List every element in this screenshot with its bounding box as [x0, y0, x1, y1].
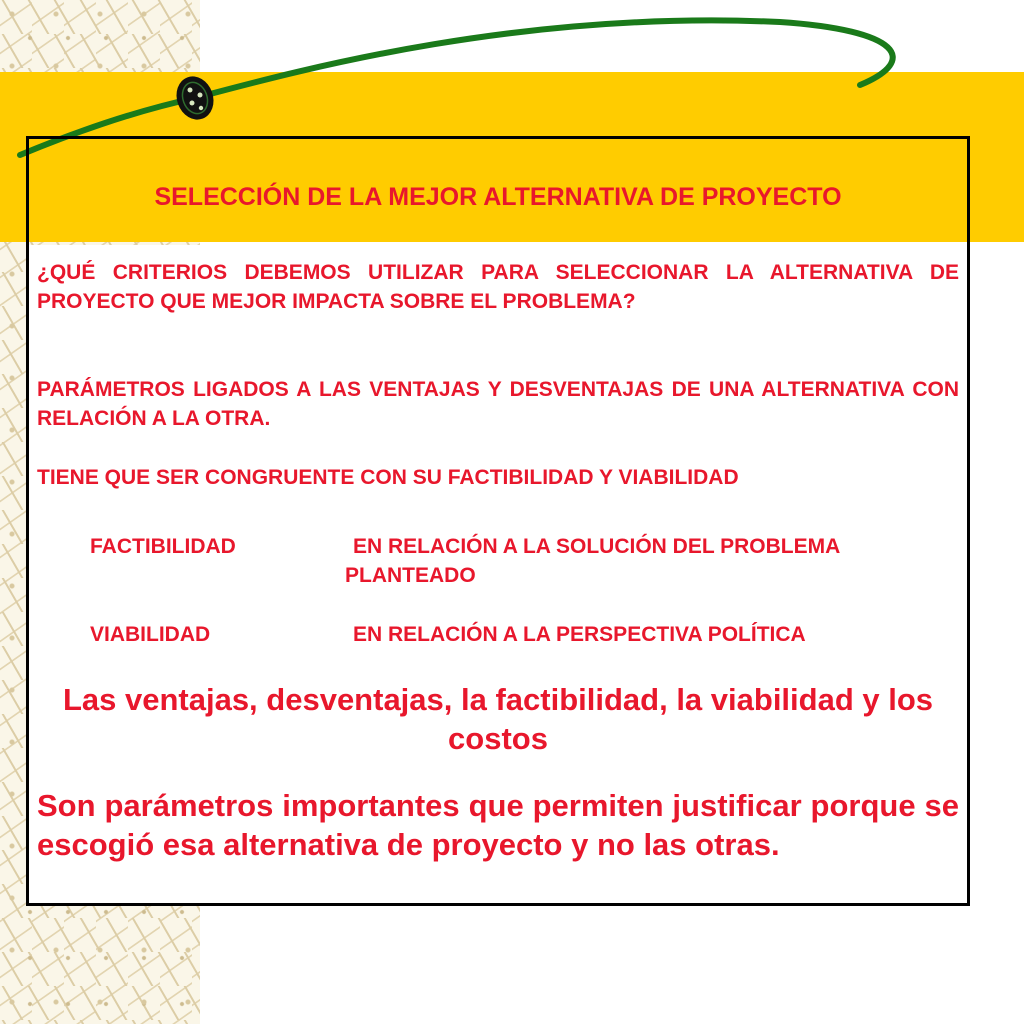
question-text: ¿QUÉ CRITERIOS DEBEMOS UTILIZAR PARA SELECCIONAR LA ALTERNATIVA DE PROYECTO QUE MEJOR IMPACTA SOBRE EL PROBLEMA?: [37, 261, 959, 313]
viabilidad-description: EN RELACIÓN A LA PERSPECTIVA POLÍTICA: [353, 623, 806, 646]
factibilidad-description-cont: PLANTEADO: [345, 564, 476, 587]
conclusion-text: Son parámetros importantes que permiten justificar porque se escogió esa alternativa de proyecto y no las otras.: [37, 788, 959, 862]
summary-heading: Las ventajas, desventajas, la factibilidad, la viabilidad y los costos: [62, 682, 934, 756]
factibilidad-description: EN RELACIÓN A LA SOLUCIÓN DEL PROBLEMA: [353, 535, 841, 558]
congruence-text: TIENE QUE SER CONGRUENTE CON SU FACTIBILIDAD Y VIABILIDAD: [37, 466, 739, 489]
seed-pod-icon: [171, 71, 220, 125]
viabilidad-label: VIABILIDAD: [90, 623, 211, 646]
factibilidad-label: FACTIBILIDAD: [90, 535, 236, 558]
parameters-text: PARÁMETROS LIGADOS A LAS VENTAJAS Y DESVENTAJAS DE UNA ALTERNATIVA CON RELACIÓN A LA OTRA.: [37, 378, 959, 430]
content-box: [26, 136, 970, 906]
slide-title: SELECCIÓN DE LA MEJOR ALTERNATIVA DE PROYECTO: [154, 183, 842, 211]
